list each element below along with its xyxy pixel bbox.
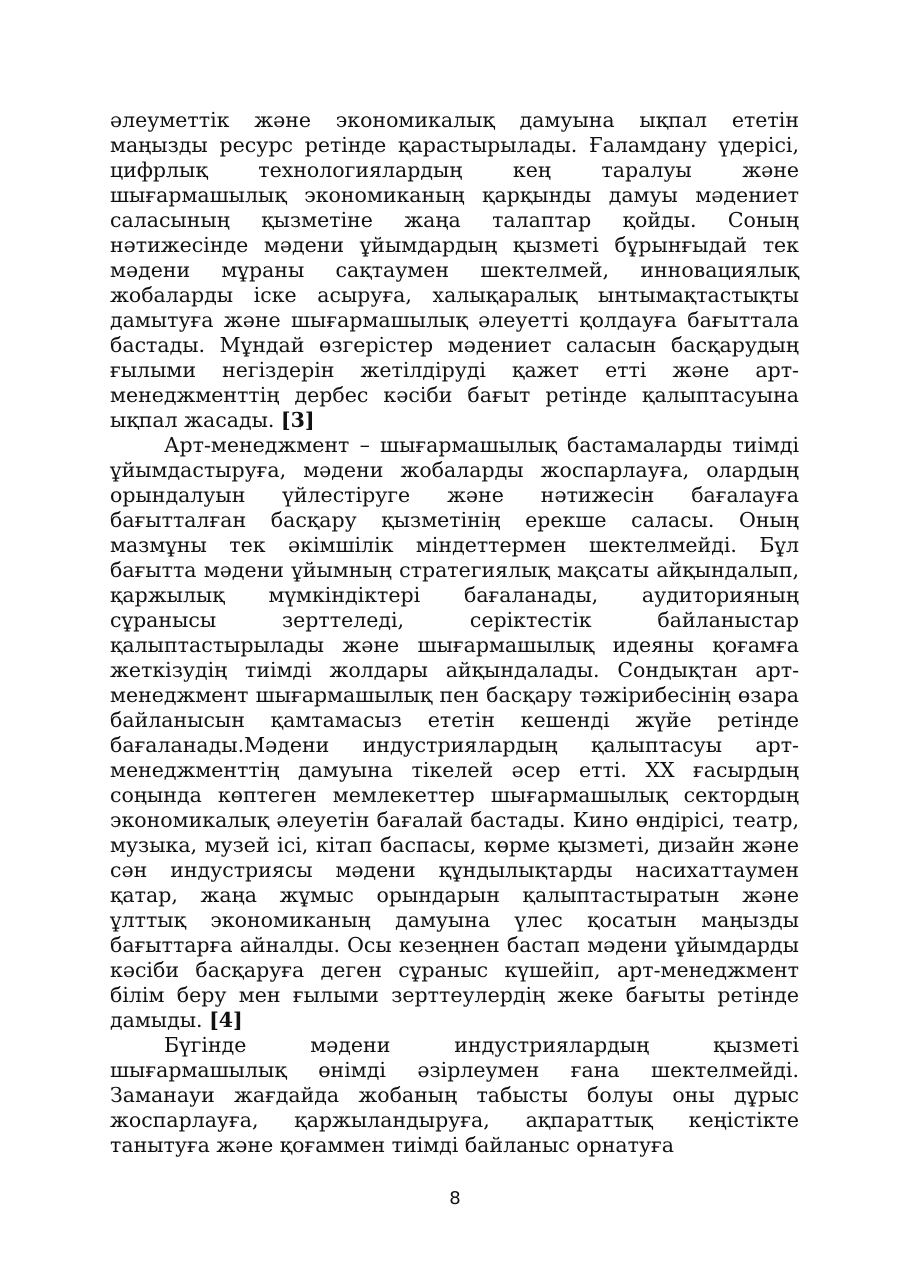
document-page [110,108,799,1158]
paragraph-3-text: Бүгінде мәдени индустриялардың қызметі шығармашылық өнімді әзірлеумен ғана шектелмейді. Заманауи жағдайда жобаның табысты болуы оны дұрыс жоспарлауға, қаржыландыруға, ақпараттық кеңістікте танытуға және қоғаммен тиімді байланыс орнатуға [110,1033,799,1157]
paragraph-1-text: әлеуметтік және экономикалық дамуына ықпал ететін маңызды ресурс ретінде қарастырылады. Ғаламдану үдерісі, цифрлық технологиялардың кең таралуы және шығармашылық экономиканың қарқынды дамуы мәдениет саласының қызметіне жаңа талаптар қойды. Соның нәтижесінде мәдени ұйымдардың қызметі бұрынғыдай тек мәдени мұраны сақтаумен шектелмей, инновациялық жобаларды іске асыруға, халықаралық ынтымақтастықты дамытуға және шығармашылық әлеуетті қолдауға бағыттала бастады. Мұндай өзгерістер мәдениет саласын басқарудың ғылыми негіздерін жетілдіруді қажет етті және арт-менеджменттің дербес кәсіби бағыт ретінде қалыптасуына ықпал жасады. [110,108,799,432]
citation-ref-4: [4] [209,1008,243,1032]
paragraph-2-text: Арт-менеджмент – шығармашылық бастамаларды тиімді ұйымдастыруға, мәдени жобаларды жоспарлауға, олардың орындалуын үйлестіруге және нәтижесін бағалауға бағытталған басқару қызметінің ерекше саласы. Оның мазмұны тек әкімшілік міндеттермен шектелмейді. Бұл бағытта мәдени ұйымның стратегиялық мақсаты айқындалып, қаржылық мүмкіндіктері бағаланады, аудиторияның сұранысы зерттеледі, серіктестік байланыстар қалыптастырылады және шығармашылық идеяны қоғамға жеткізудің тиімді жолдары айқындалады. Сондықтан арт-менеджмент шығармашылық пен басқару тәжірибесінің өзара байланысын қамтамасыз ететін кешенді жүйе ретінде бағаланады.Мәдени индустриялардың қалыптасуы арт-менеджменттің дамуына тікелей әсер етті. ХХ ғасырдың соңында көптеген мемлекеттер шығармашылық сектордың экономикалық әлеуетін бағалай бастады. Кино өндірісі, театр, музыка, музей ісі, кітап баспасы, көрме қызметі, дизайн және сән индустриясы мәдени құндылықтарды насихаттаумен қатар, жаңа жұмыс орындарын қалыптастыратын және ұлттық экономиканың дамуына үлес қосатын маңызды бағыттарға айналды. Осы кезеңнен бастап мәдени ұйымдарды кәсіби басқаруға деген сұраныс күшейіп, арт-менеджмент білім беру мен ғылыми зерттеулердің жеке бағыты ретінде дамыды. [110,433,799,1032]
paragraph-3 [110,1033,799,1158]
citation-ref-3: [3] [280,408,315,432]
paragraph-2 [110,433,799,1033]
page-number: 8 [449,1188,461,1209]
paragraph-1 [110,108,799,433]
